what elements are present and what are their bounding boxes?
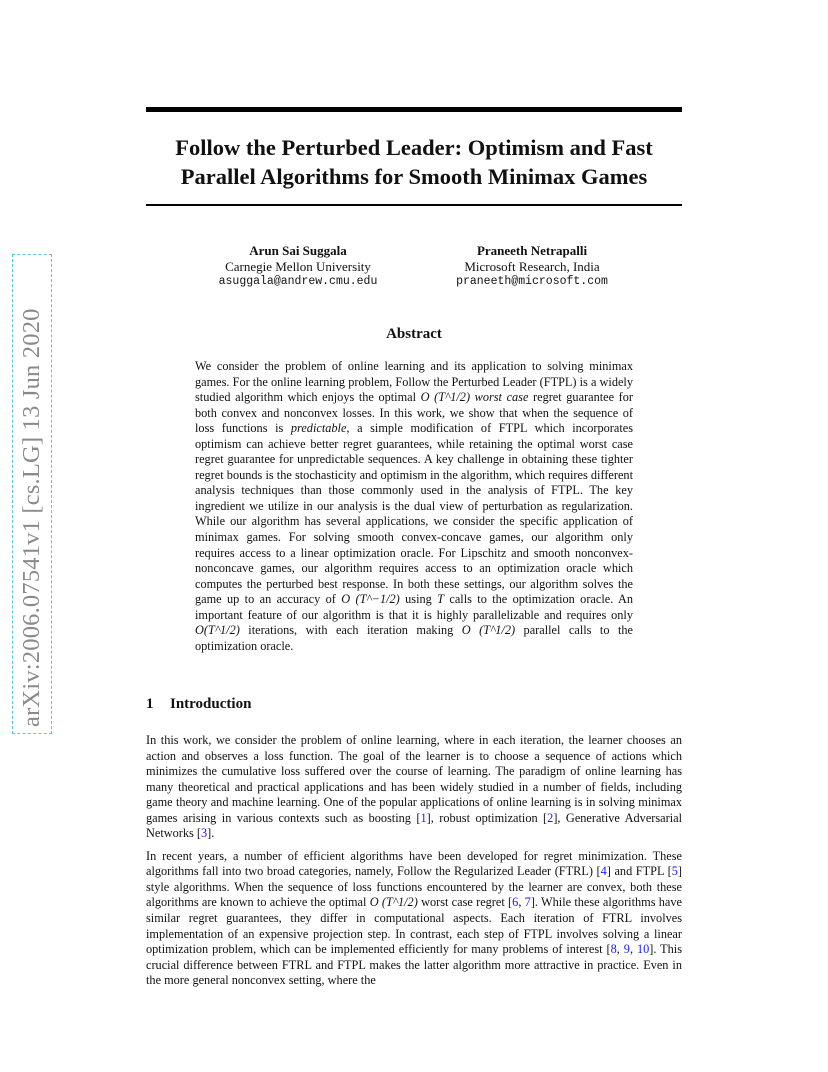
section-number: 1 — [146, 696, 154, 712]
author-email: asuggala@andrew.cmu.edu — [218, 275, 378, 288]
citation-link[interactable]: 10 — [636, 942, 650, 957]
paragraph: In recent years, a number of efficient algorithms have been developed for regret minimization. These algorithms fall into two broad categories, namely, Follow the Regularized Leader (FTRL) [4] and FTPL [5] style algorithms. When the sequence of loss functions encountered by the learner are convex, both these algorithms are known to achieve the optimal O (T^1/2) worst case regret [6, 7]. While these algorithms have similar regret guarantees, they differ in computational aspects. Each iteration of FTRL involves implementation of an expensive projection step. In contrast, each step of FTPL involves solving a linear optimization problem, which can be implemented efficiently for many problems of interest [8, 9, 10]. This crucial difference between FTRL and FTPL makes the latter algorithm more attractive in practice. Even in the more general nonconvex setting, where the — [146, 848, 682, 988]
author-1 — [198, 243, 398, 290]
section-heading-introduction — [146, 696, 251, 713]
author-name: Praneeth Netrapalli — [476, 243, 588, 258]
author-block — [146, 243, 682, 293]
section-title: Introduction — [170, 696, 252, 712]
citation-link[interactable]: 5 — [671, 864, 678, 879]
citation-link[interactable]: 4 — [600, 864, 607, 879]
author-2 — [432, 243, 632, 290]
math-expression: O(T^1/2) — [195, 623, 240, 638]
author-affiliation: Carnegie Mellon University — [225, 258, 371, 274]
title-line-1: Follow the Perturbed Leader: Optimism and Fast — [175, 135, 653, 160]
arxiv-identifier-stamp: arXiv:2006.07541v1 [cs.LG] 13 Jun 2020 — [12, 254, 52, 734]
introduction-body — [146, 733, 682, 996]
title-bottom-rule — [146, 204, 682, 206]
title-line-2: Parallel Algorithms for Smooth Minimax Games — [180, 164, 648, 189]
citation-link[interactable]: 6 — [512, 895, 519, 910]
math-expression: O (T^1/2) — [369, 895, 418, 910]
math-expression: O (T^−1/2) — [341, 592, 400, 607]
math-expression: O (T^1/2) — [461, 623, 516, 638]
math-expression: T — [437, 592, 445, 607]
author-affiliation: Microsoft Research, India — [464, 258, 600, 274]
citation-link[interactable]: 7 — [524, 895, 531, 910]
citation-link[interactable]: 9 — [623, 942, 630, 957]
paragraph: In this work, we consider the problem of online learning, where in each iteration, the learner chooses an action and observes a loss function. The goal of the learner is to choose a sequence of actions which minimizes the cumulative loss suffered over the course of learning. The paradigm of online learning has many theoretical and practical applications and has been widely studied in a number of fields, including game theory and machine learning. One of the popular applications of online learning is in solving minimax games arising in various contexts such as boosting [1], robust optimization [2], Generative Adversarial Networks [3]. — [146, 733, 683, 841]
citation-link[interactable]: 2 — [547, 810, 554, 825]
author-name: Arun Sai Suggala — [249, 243, 347, 258]
citation-link[interactable]: 3 — [200, 826, 208, 841]
abstract-text: We consider the problem of online learning and its application to solving minimax games. For the online learning problem, Follow the Perturbed Leader (FTPL) is a widely studied algorithm which enjoys the optimal O (T^1/2) worst case regret guarantee for both convex and nonconvex losses. In this work, we show that when the sequence of loss functions is predictable, a simple modification of FTPL which incorporates optimism can achieve better regret guarantees, while retaining the optimal worst case regret guarantee for unpredictable sequences. A key challenge in obtaining these tighter regret bounds is the stochasticity and optimism in the algorithm, which requires different analysis techniques than those commonly used in the analysis of FTPL. The key ingredient we utilize in our analysis is the dual view of perturbation as regularization. While our algorithm has several applications, we consider the specific application of minimax games. For solving smooth convex-concave games, our algorithm only requires access to a linear optimization oracle. For Lipschitz and smooth nonconvex-nonconcave games, our algorithm requires access to an optimization oracle which computes the perturbed best response. In both these settings, our algorithm solves the game up to an accuracy of O (T^−1/2) using T calls to the optimization oracle. An important feature of our algorithm is that it is highly parallelizable and requires only O(T^1/2) iterations, with each iteration making O (T^1/2) parallel calls to the optimization oracle. — [195, 359, 634, 653]
math-expression: O (T^1/2) — [420, 390, 471, 405]
author-email: praneeth@microsoft.com — [456, 275, 608, 288]
title-top-rule — [146, 107, 682, 112]
abstract-heading: Abstract — [386, 326, 442, 342]
paper-title — [146, 133, 682, 191]
citation-link[interactable]: 8 — [610, 942, 617, 957]
citation-link[interactable]: 1 — [420, 810, 427, 825]
